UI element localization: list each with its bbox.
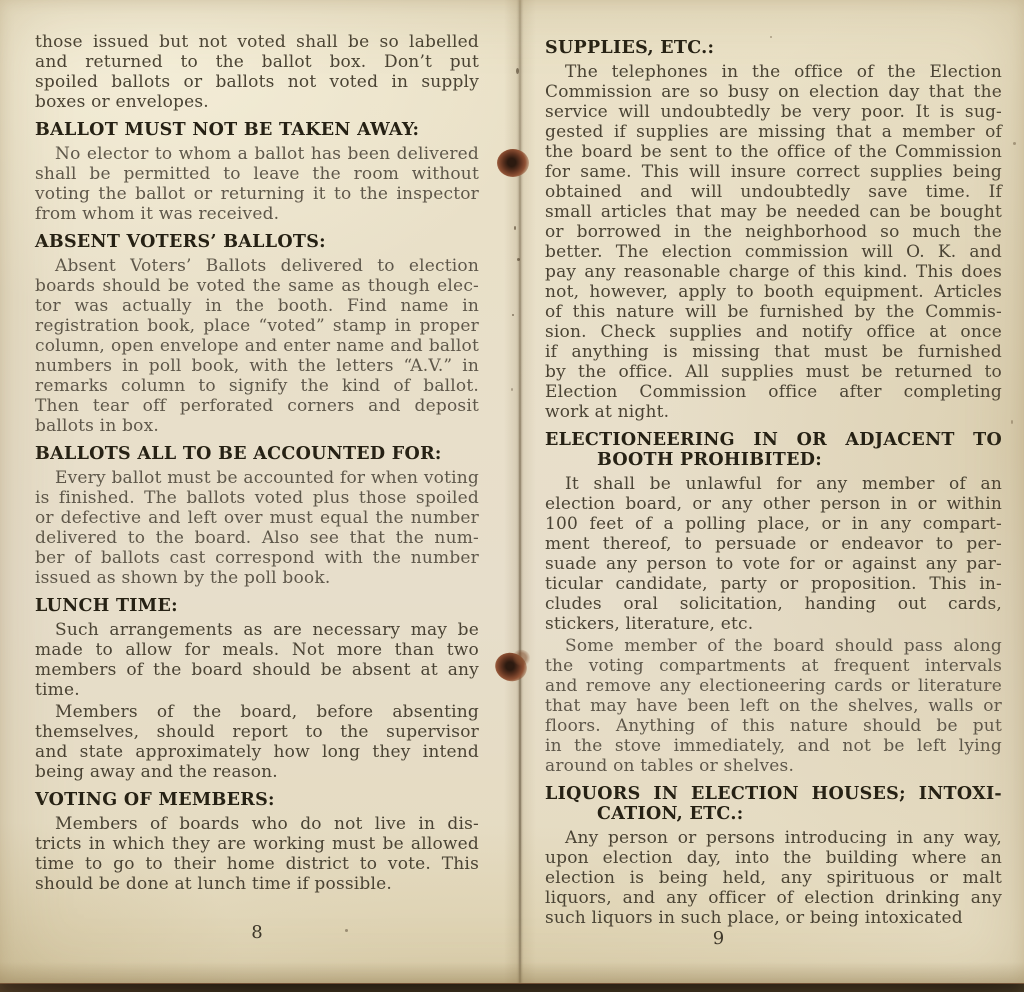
text-line: suade any person to vote for or against any par- <box>545 554 1002 574</box>
text-line: of this nature will be furnished by the Commis- <box>545 302 1002 322</box>
text-line: Every ballot must be accounted for when voting <box>55 468 479 488</box>
text-line: members of the board should be absent at any <box>35 660 479 680</box>
text-line: time to go to their home district to vote. This <box>35 854 479 874</box>
paragraph <box>35 814 479 894</box>
text-line: tor was actually in the booth. Find name in <box>35 296 479 316</box>
text-line: made to allow for meals. Not more than two <box>35 640 479 660</box>
paragraph <box>35 256 479 436</box>
text-line: ballots in box. <box>35 416 159 436</box>
text-line: themselves, should report to the supervisor <box>35 722 479 742</box>
text-line: and returned to the ballot box. Don’t put <box>35 52 479 72</box>
paper-speck <box>514 226 516 230</box>
text-line: Then tear off perforated corners and deposit <box>35 396 479 416</box>
heading-line: CATION, ETC.: <box>597 804 744 824</box>
text-line: floors. Anything of this nature should be put <box>545 716 1002 736</box>
text-line: Some member of the board should pass along <box>565 636 1002 656</box>
page-9-text-column <box>545 30 1002 930</box>
binding-fold-shading <box>504 0 536 983</box>
paper-speck <box>770 36 772 38</box>
paper-speck <box>345 929 348 932</box>
text-line: Members of boards who do not live in dis- <box>55 814 479 834</box>
section-heading <box>545 784 1002 824</box>
rust-staple-mark-bottom <box>491 649 530 686</box>
text-line: not, however, apply to booth equipment. Articles <box>545 282 1002 302</box>
binding-fold-line <box>519 0 521 983</box>
paper-speck <box>1013 142 1016 145</box>
page-bottom-shadow <box>0 962 1024 983</box>
section-heading <box>35 232 479 252</box>
text-line: voting the ballot or returning it to the inspector <box>35 184 479 204</box>
paragraph <box>35 468 479 588</box>
text-line: that may have been left on the shelves, walls or <box>545 696 1002 716</box>
text-line: such liquors in such place, or being intoxicated <box>545 908 963 928</box>
text-line: 100 feet of a polling place, or in any compart- <box>545 514 1002 534</box>
page-number-8: 8 <box>251 922 263 943</box>
section-heading <box>545 38 1002 58</box>
text-line: shall be permitted to leave the room without <box>35 164 479 184</box>
text-line: spoiled ballots or ballots not voted in supply <box>35 72 479 92</box>
rust-staple-mark-top <box>497 149 529 177</box>
text-line: Such arrangements as are necessary may be <box>55 620 479 640</box>
text-line: column, open envelope and enter name and ballot <box>35 336 479 356</box>
text-line: being away and the reason. <box>35 762 278 782</box>
section-heading <box>35 444 479 464</box>
scan-bottom-edge <box>0 983 1024 992</box>
text-line: issued as shown by the poll book. <box>35 568 331 588</box>
text-line: tricts in which they are working must be allowed <box>35 834 479 854</box>
text-line: boards should be voted the same as though elec- <box>35 276 479 296</box>
text-line: from whom it was received. <box>35 204 280 224</box>
section-heading <box>35 596 479 616</box>
text-line: is finished. The ballots voted plus those spoiled <box>35 488 479 508</box>
text-line: the voting compartments at frequent intervals <box>545 656 1002 676</box>
text-line: Any person or persons introducing in any way, <box>565 828 1002 848</box>
paragraph <box>545 474 1002 634</box>
heading-line: LUNCH TIME: <box>35 596 178 616</box>
text-line: The telephones in the office of the Election <box>565 62 1002 82</box>
text-line: stickers, literature, etc. <box>545 614 754 634</box>
heading-line: SUPPLIES, ETC.: <box>545 38 715 58</box>
text-line: service will undoubtedly be very poor. It is sug- <box>545 102 1002 122</box>
text-line: pay any reasonable charge of this kind. This does <box>545 262 1002 282</box>
paragraph <box>35 620 479 700</box>
text-line: in the stove immediately, and not be left lying <box>545 736 1002 756</box>
page-8-text-column <box>35 32 479 896</box>
text-line: registration book, place “voted” stamp in proper <box>35 316 479 336</box>
paragraph <box>35 144 479 224</box>
text-line: ment thereof, to persuade or endeavor to per- <box>545 534 1002 554</box>
text-line: numbers in poll book, with the letters “A.V.” in <box>35 356 479 376</box>
text-line: around on tables or shelves. <box>545 756 795 776</box>
text-line: sion. Check supplies and notify office at once <box>545 322 1002 342</box>
text-line: or defective and left over must equal the number <box>35 508 479 528</box>
section-heading <box>545 430 1002 470</box>
heading-line: ABSENT VOTERS’ BALLOTS: <box>35 232 326 252</box>
heading-line: VOTING OF MEMBERS: <box>35 790 275 810</box>
text-line: cludes oral solicitation, handing out cards, <box>545 594 1002 614</box>
text-line: Election Commission office after completing <box>545 382 1002 402</box>
text-line: by the office. All supplies must be returned to <box>545 362 1002 382</box>
section-heading <box>35 790 479 810</box>
paragraph <box>35 32 479 112</box>
text-line: the board be sent to the office of the Commission <box>545 142 1002 162</box>
section-heading <box>35 120 479 140</box>
paper-speck <box>1011 420 1013 424</box>
text-line: remarks column to signify the kind of ballot. <box>35 376 479 396</box>
text-line: Absent Voters’ Ballots delivered to election <box>55 256 479 276</box>
text-line: or borrowed in the neighborhood so much the <box>545 222 1002 242</box>
text-line: Members of the board, before absenting <box>55 702 479 722</box>
text-line: better. The election commission will O. K. and <box>545 242 1002 262</box>
heading-line: BALLOT MUST NOT BE TAKEN AWAY: <box>35 120 420 140</box>
text-line: if anything is missing that must be furnished <box>545 342 1002 362</box>
paper-speck <box>511 388 513 391</box>
text-line: No elector to whom a ballot has been delivered <box>55 144 479 164</box>
text-line: election board, or any other person in or within <box>545 494 1002 514</box>
paragraph <box>35 702 479 782</box>
text-line: time. <box>35 680 80 700</box>
paragraph <box>545 62 1002 422</box>
paragraph <box>545 636 1002 776</box>
paper-speck <box>512 314 514 316</box>
paper-speck <box>516 68 519 74</box>
text-line: obtained and will undoubtedly save time. If <box>545 182 1002 202</box>
heading-line: BALLOTS ALL TO BE ACCOUNTED FOR: <box>35 444 442 464</box>
text-line: should be done at lunch time if possible. <box>35 874 393 894</box>
heading-line: LIQUORS IN ELECTION HOUSES; INTOXI- <box>545 784 1002 804</box>
heading-line: BOOTH PROHIBITED: <box>597 450 822 470</box>
text-line: ticular candidate, party or proposition. This in- <box>545 574 1002 594</box>
text-line: gested if supplies are missing that a member of <box>545 122 1002 142</box>
text-line: for same. This will insure correct supplies being <box>545 162 1002 182</box>
text-line: ber of ballots cast correspond with the number <box>35 548 479 568</box>
text-line: those issued but not voted shall be so labelled <box>35 32 479 52</box>
heading-line: ELECTIONEERING IN OR ADJACENT TO <box>545 430 1002 450</box>
text-line: and remove any electioneering cards or literature <box>545 676 1002 696</box>
text-line: boxes or envelopes. <box>35 92 209 112</box>
text-line: Commission are so busy on election day that the <box>545 82 1002 102</box>
text-line: liquors, and any officer of election drinking any <box>545 888 1002 908</box>
paragraph <box>545 828 1002 928</box>
text-line: delivered to the board. Also see that the num- <box>35 528 479 548</box>
text-line: upon election day, into the building where an <box>545 848 1002 868</box>
text-line: work at night. <box>545 402 670 422</box>
text-line: small articles that may be needed can be bought <box>545 202 1002 222</box>
paper-speck <box>517 258 520 261</box>
text-line: It shall be unlawful for any member of an <box>565 474 1002 494</box>
text-line: election is being held, any spirituous or malt <box>545 868 1002 888</box>
page-number-9: 9 <box>712 928 725 949</box>
text-line: and state approximately how long they intend <box>35 742 479 762</box>
